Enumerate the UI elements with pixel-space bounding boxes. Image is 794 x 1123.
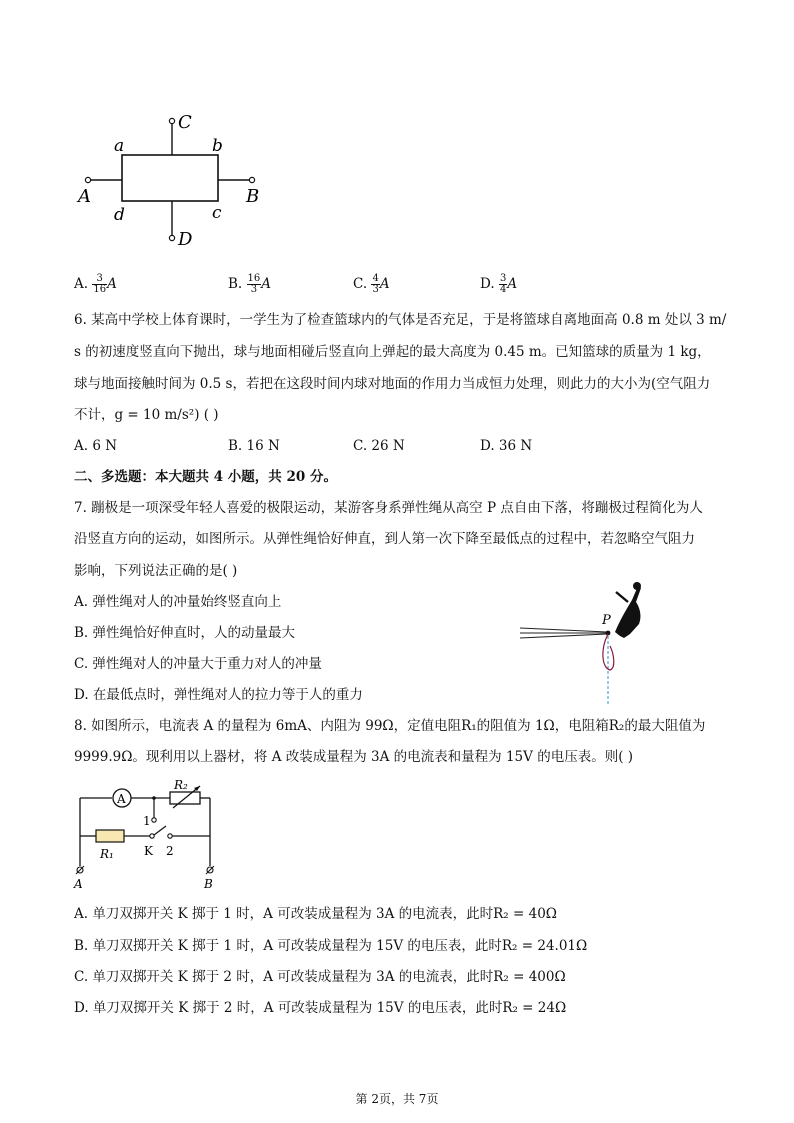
terminal-b — [249, 177, 254, 182]
q7-line-1: 7. 蹦极是一项深受年轻人喜爱的极限运动，某游客身系弹性绳从高空 P 点自由下落，将蹦极过程简化为人 — [74, 500, 703, 516]
ammeter-circuit-figure — [70, 778, 230, 893]
q6-line-1: 6. 某高中学校上体育课时，一学生为了检查篮球内的气体是否充足，于是将篮球自离地面高 0.8 m 处以 3 m/ — [74, 312, 727, 328]
q8-option-d[interactable]: D. 单刀双掷开关 K 掷于 2 时，A 可改装成量程为 15V 的电压表，此时R₂ = 24Ω — [74, 1000, 567, 1016]
resistor-r1 — [96, 830, 124, 842]
q8-option-a[interactable]: A. 单刀双掷开关 K 掷于 1 时，A 可改装成量程为 3A 的电流表，此时R₂ = 40Ω — [74, 906, 557, 922]
switch-k-blade — [154, 826, 166, 835]
bungee-figure — [520, 580, 660, 710]
q6-line-4: 不计，g = 10 m/s²) ( ) — [74, 407, 219, 423]
page-footer: 第 2页，共 7页 — [355, 1092, 439, 1106]
q8-option-c[interactable]: C. 单刀双掷开关 K 掷于 2 时，A 可改装成量程为 3A 的电流表，此时R₂ = 400Ω — [74, 969, 566, 985]
label-k: K — [144, 844, 153, 858]
label-A: A — [78, 186, 91, 207]
q5-option-b[interactable]: B. $\frac{16}{3}$ A — [228, 273, 271, 295]
switch-k-pivot — [150, 834, 154, 838]
q6-option-b[interactable]: B. 16 N — [228, 438, 280, 454]
q7-option-d[interactable]: D. 在最低点时，弹性绳对人的拉力等于人的重力 — [74, 687, 363, 703]
ammeter-label: A — [117, 792, 126, 806]
q7-option-b[interactable]: B. 弹性绳恰好伸直时，人的动量最大 — [74, 625, 296, 641]
label-d: d — [114, 205, 125, 225]
label-a: a — [114, 136, 125, 156]
section-heading: 二、多选题：本大题共 4 小题，共 20 分。 — [74, 469, 337, 485]
label-contact-2: 2 — [166, 844, 174, 858]
label-D: D — [178, 229, 193, 250]
q5-option-d[interactable]: D. $\frac{3}{4}$ A — [480, 273, 518, 295]
q6-option-c[interactable]: C. 26 N — [353, 438, 405, 454]
label-terminal-a: A — [74, 877, 83, 891]
label-b: b — [212, 136, 223, 156]
block-rect — [122, 155, 218, 201]
q5-option-a[interactable]: A. $\frac{3}{16}$ A — [74, 273, 117, 295]
q7-option-a[interactable]: A. 弹性绳对人的冲量始终竖直向上 — [74, 594, 282, 610]
terminal-d — [169, 235, 174, 240]
circuit-block-figure — [74, 108, 274, 253]
label-contact-1: 1 — [143, 814, 151, 828]
label-p: P — [602, 613, 611, 628]
q5-option-c[interactable]: C. $\frac{4}{3}$ A — [353, 273, 390, 295]
q8-option-b[interactable]: B. 单刀双掷开关 K 掷于 1 时，A 可改装成量程为 15V 的电压表，此时R₂ = 24.01Ω — [74, 938, 588, 954]
q6-option-a[interactable]: A. 6 N — [74, 438, 118, 454]
label-C: C — [178, 112, 192, 133]
q6-option-d[interactable]: D. 36 N — [480, 438, 533, 454]
label-r2: R₂ — [174, 778, 188, 792]
q7-line-3: 影响，下列说法正确的是( ) — [74, 563, 238, 579]
label-c: c — [212, 203, 222, 223]
q8-line-2: 9999.9Ω。现利用以上器材，将 A 改装成量程为 3A 的电流表和量程为 15V 的电压表。则( ) — [74, 749, 634, 765]
label-B: B — [246, 186, 260, 207]
label-terminal-b: B — [204, 877, 213, 891]
terminal-a — [85, 177, 90, 182]
q6-line-3: 球与地面接触时间为 0.5 s，若把在这段时间内球对地面的作用力当成恒力处理，则此力的大小为(空气阻力 — [74, 376, 711, 392]
q7-line-2: 沿竖直方向的运动，如图所示。从弹性绳恰好伸直，到人第一次下降至最低点的过程中，若忽略空气阻力 — [74, 531, 695, 547]
q7-option-c[interactable]: C. 弹性绳对人的冲量大于重力对人的冲量 — [74, 656, 322, 672]
label-r1: R₁ — [100, 847, 114, 861]
terminal-c — [169, 118, 174, 123]
q6-line-2: s 的初速度竖直向下抛出，球与地面相碰后竖直向上弹起的最大高度为 0.45 m。已知篮球的质量为 1 kg， — [74, 344, 711, 360]
q8-line-1: 8. 如图所示，电流表 A 的量程为 6mA、内阻为 99Ω，定值电阻R₁的阻值为 1Ω，电阻箱R₂的最大阻值为 — [74, 718, 706, 734]
